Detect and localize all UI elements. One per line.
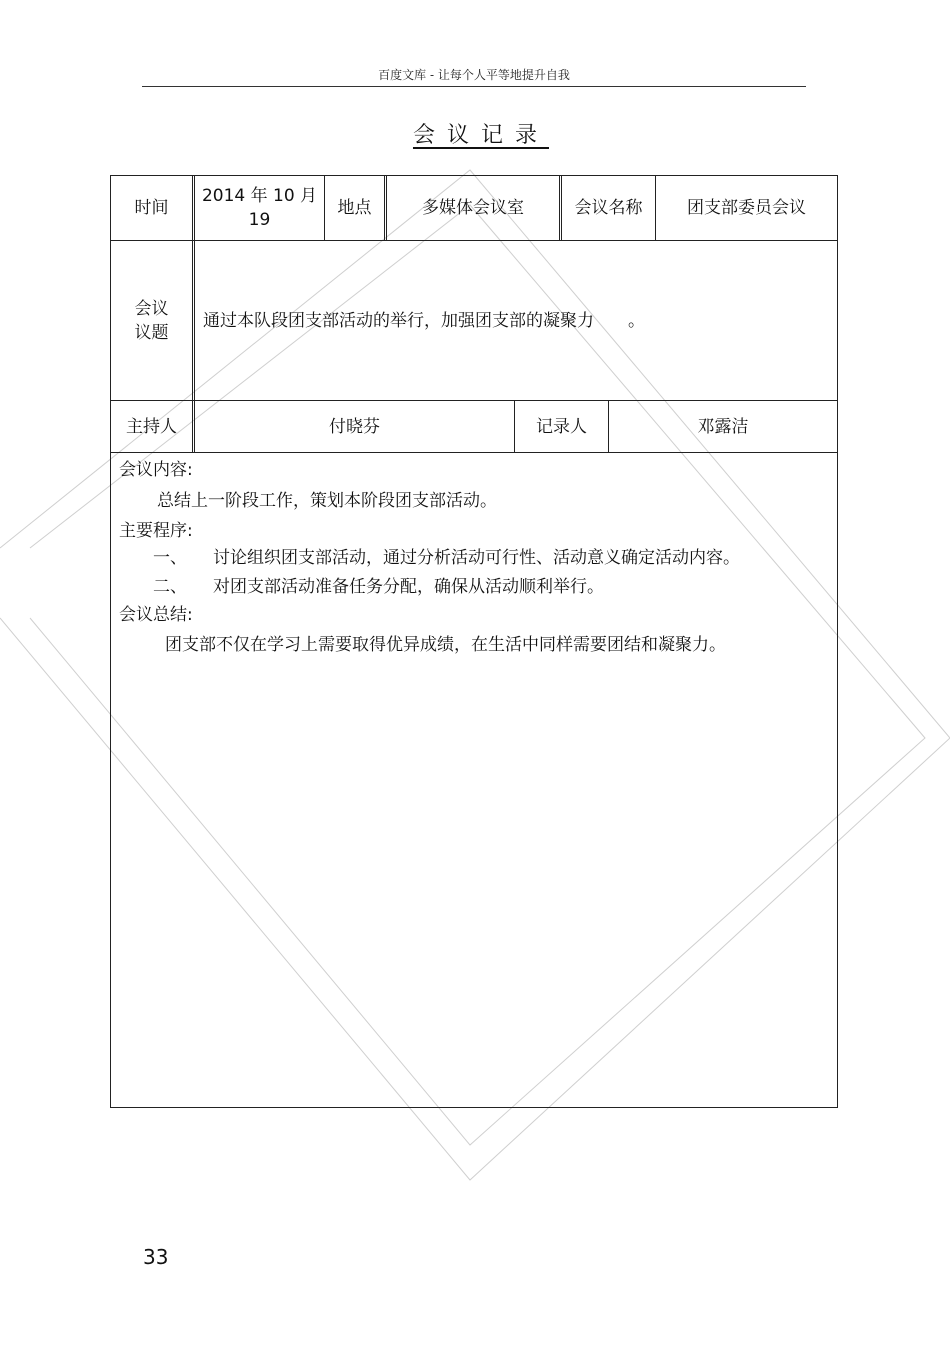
time-value: 2014 年 10 月 19 — [195, 176, 325, 240]
procedure-num-2: 二、 — [153, 577, 187, 597]
recorder-value: 邓露洁 — [697, 416, 749, 437]
table-row-info — [111, 176, 837, 241]
document-title-text: 会议记录 — [412, 123, 549, 148]
host-value: 付晓芬 — [195, 401, 515, 452]
summary-heading: 会议总结: — [119, 605, 193, 625]
table-row-host — [111, 401, 837, 453]
recorder-label: 记录人 — [515, 401, 609, 452]
procedure-text-1: 讨论组织团支部活动，通过分析活动可行性、活动意义确定活动内容。 — [213, 548, 740, 568]
summary-text: 团支部不仅在学习上需要取得优异成绩，在生活中同样需要团结和凝聚力。 — [165, 635, 726, 655]
procedure-text-2: 对团支部活动准备任务分配，确保从活动顺利举行。 — [213, 577, 604, 597]
topic-value: 通过本队段团支部活动的举行，加强团支部的凝聚力 。 — [203, 310, 645, 331]
place-value: 多媒体会议室 — [387, 176, 562, 240]
header-divider — [142, 86, 806, 87]
topic-label: 会议议题 — [111, 241, 195, 400]
procedure-heading: 主要程序: — [119, 521, 193, 541]
place-label: 地点 — [325, 176, 387, 240]
document-title — [0, 118, 950, 149]
content-text: 总结上一阶段工作，策划本阶段团支部活动。 — [157, 491, 497, 511]
page-header: 百度文库 - 让每个人平等地提升自我 — [378, 68, 570, 82]
content-heading: 会议内容: — [119, 460, 193, 480]
table-row-topic — [111, 241, 837, 401]
meeting-name-value: 团支部委员会议 — [687, 198, 806, 218]
time-label: 时间 — [111, 176, 195, 240]
meeting-name-label: 会议名称 — [562, 176, 656, 240]
page-number: 33 — [143, 1245, 169, 1269]
procedure-num-1: 一、 — [153, 548, 187, 568]
host-label: 主持人 — [111, 401, 195, 452]
meeting-record-table — [110, 175, 838, 1108]
